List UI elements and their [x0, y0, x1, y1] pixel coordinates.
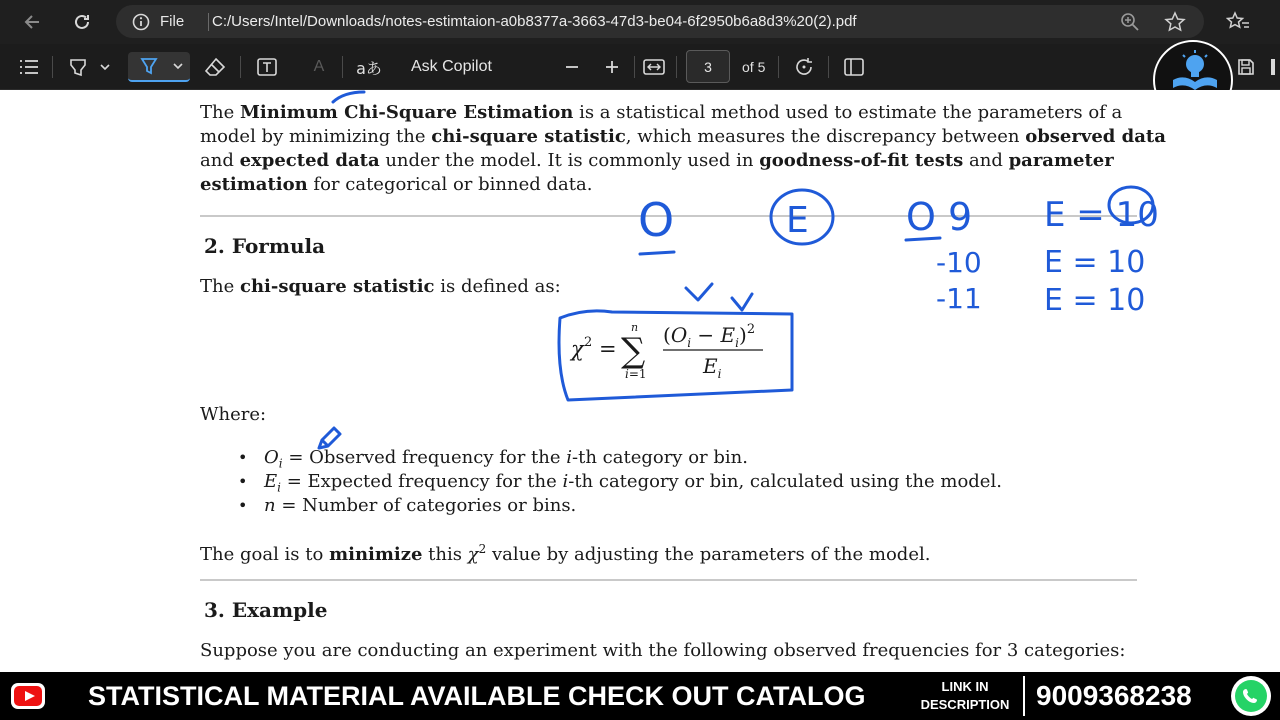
contents-button[interactable] [14, 52, 44, 82]
text-box-icon [256, 56, 278, 78]
ink-minus-11: -11 [936, 282, 982, 315]
link-line-1: LINK IN [941, 679, 989, 694]
where-label: Where: [200, 404, 267, 425]
goal-line [200, 537, 930, 567]
ink-E-equals-10: E = 10 [1044, 195, 1159, 235]
browser-address-bar [0, 0, 1280, 44]
save-button[interactable] [1232, 52, 1260, 82]
url-text[interactable]: C:/Users/Intel/Downloads/notes-estimtaion-a0b8377a-3663-47d3-be04-6f2950b6a8d3%20(2).pdf [212, 13, 857, 30]
draw-pen-icon [134, 55, 184, 77]
svg-text:(Oi − Ei)2: $(O_i - E_i)^2$ [663, 322, 756, 350]
example-line: Suppose you are conducting an experiment with the following observed frequencies for 3 categories: [200, 640, 1126, 661]
more-options-button[interactable] [1266, 52, 1280, 82]
bullet-text: = Number of categories or bins. [275, 495, 577, 516]
bullet-symbol: O [264, 447, 279, 468]
bullet-symbol: E [264, 471, 278, 492]
ink-E-equals-10-row2: E = 10 [1044, 245, 1146, 280]
pdf-page [0, 90, 1280, 672]
ask-copilot-button[interactable]: Ask Copilot [411, 58, 492, 75]
banner-divider [1023, 676, 1025, 716]
toolbar-divider [52, 56, 53, 78]
formula-graphic [565, 312, 785, 387]
toolbar-divider [634, 56, 635, 78]
toolbar-divider [240, 56, 241, 78]
svg-text:=: = [599, 337, 617, 361]
page-view-button[interactable] [840, 52, 868, 82]
text-run: is defined as: [434, 276, 561, 297]
intro-line-2 [200, 125, 1166, 149]
text-run: under the model. It is commonly used in [379, 150, 760, 171]
translate-icon: aあ [356, 58, 382, 78]
intro-line-3 [200, 149, 1114, 173]
intro-line-4 [200, 173, 592, 197]
favorite-star-icon[interactable] [1164, 11, 1186, 33]
bold-text-run: Minimum Chi-Square Estimation [239, 102, 574, 123]
svg-text:n: n [631, 321, 639, 334]
bullet-subscript: i [277, 480, 281, 495]
section-divider [200, 215, 1137, 217]
text-run: for categorical or binned data. [307, 174, 593, 195]
bullet-dot: • [238, 448, 248, 467]
text-run: and [963, 150, 1009, 171]
whatsapp-icon [1231, 676, 1271, 716]
section-2-heading: 2. Formula [204, 234, 326, 258]
text-run: , which measures the discrepancy between [625, 126, 1026, 147]
chi-symbol: χ [467, 544, 479, 565]
bullet-italic: i [566, 447, 573, 468]
refresh-button[interactable] [68, 8, 96, 36]
bullet-symbol: n [264, 495, 276, 516]
section-3-heading: 3. Example [204, 598, 328, 622]
goal-mid: this [422, 544, 468, 565]
bold-text-run: goodness-of-fit tests [759, 150, 964, 171]
rotate-button[interactable] [790, 52, 818, 82]
svg-text:2: 2 [584, 335, 593, 350]
ink-O: O [638, 193, 675, 247]
fit-width-icon [643, 58, 665, 76]
text-run: and [200, 150, 240, 171]
bold-text-run: chi-square statistic [431, 126, 626, 147]
ink-E-equals-10-row3: E = 10 [1044, 283, 1146, 318]
read-aloud-button[interactable] [352, 52, 386, 82]
bold-text-run: estimation [200, 174, 308, 195]
draw-tool[interactable] [128, 52, 190, 82]
bullet-text: = Observed frequency for the [282, 447, 567, 468]
erase-tool[interactable] [200, 52, 230, 82]
bold-text-run: chi-square statistic [239, 276, 435, 297]
svg-text:Ei: $E_i$ [703, 354, 722, 381]
goal-bold: minimize [329, 544, 423, 565]
page-number-input[interactable]: 3 [686, 50, 730, 83]
url-separator [208, 13, 209, 31]
toolbar-divider [828, 56, 829, 78]
banner-text: STATISTICAL MATERIAL AVAILABLE CHECK OUT CATALOG [88, 681, 866, 711]
minus-icon [564, 59, 580, 75]
chi-square-formula [565, 312, 785, 387]
plus-icon [604, 59, 620, 75]
bullet-subscript: i [278, 456, 283, 471]
text-format-icon: A [313, 58, 325, 75]
file-label: File [160, 13, 185, 30]
ink-minus-10: -10 [936, 246, 982, 279]
link-line-2: DESCRIPTION [920, 697, 1010, 712]
bullet-text: = Expected frequency for the [280, 471, 563, 492]
lightbulb-book-icon [1169, 50, 1221, 92]
svg-text:∑: ∑ [621, 331, 646, 371]
zoom-in-button[interactable] [598, 52, 626, 82]
bold-text-run: expected data [239, 150, 380, 171]
link-in-description [915, 678, 1015, 714]
toolbar-divider [342, 56, 343, 78]
text-run: model by minimizing the [200, 126, 432, 147]
rotate-icon [793, 56, 815, 78]
highlighter-icon [67, 56, 111, 78]
text-run: The [200, 102, 240, 123]
fit-page-button[interactable] [640, 52, 668, 82]
promo-banner [0, 672, 1280, 720]
text-format-button[interactable] [304, 52, 334, 82]
bullet-number [238, 494, 576, 518]
toolbar-divider [676, 56, 677, 78]
save-icon [1236, 57, 1256, 77]
refresh-icon [72, 12, 92, 32]
youtube-icon [11, 683, 45, 709]
text-run: The [200, 276, 240, 297]
eraser-icon [204, 56, 226, 78]
phone-handset-icon [1235, 680, 1267, 712]
goal-pre: The goal is to [200, 544, 330, 565]
toolbar-divider [778, 56, 779, 78]
bullet-rest: -th category or bin. [572, 447, 748, 468]
section-divider [200, 579, 1137, 581]
url-bar[interactable] [116, 5, 1204, 38]
ink-O9: O 9 [906, 195, 973, 239]
zoom-icon[interactable] [1120, 12, 1140, 32]
svg-text:χ: χ [571, 337, 584, 361]
intro-line-1 [200, 101, 1122, 125]
highlight-tool[interactable] [62, 52, 116, 82]
back-arrow-icon [22, 12, 42, 32]
favorites-icon[interactable] [1226, 11, 1250, 33]
more-icon [1268, 57, 1278, 77]
phone-number: 9009368238 [1036, 680, 1192, 711]
zoom-out-button[interactable] [558, 52, 586, 82]
bullet-rest: -th category or bin, calculated using the model. [568, 471, 1002, 492]
formula-intro [200, 275, 561, 299]
table-of-contents-icon [19, 58, 39, 76]
bold-text-run: parameter [1008, 150, 1114, 171]
bullet-dot: • [238, 472, 248, 491]
add-text-button[interactable] [252, 52, 282, 82]
page-view-icon [843, 57, 865, 77]
chi-exponent: 2 [478, 542, 487, 556]
info-icon [132, 13, 150, 31]
text-run: is a statistical method used to estimate the parameters of a [573, 102, 1123, 123]
ink-E: E [786, 200, 809, 241]
bullet-dot: • [238, 496, 248, 515]
back-button[interactable] [18, 8, 46, 36]
pdf-toolbar [0, 44, 1280, 90]
page-count: of 5 [742, 59, 766, 75]
bullet-italic: i [562, 471, 569, 492]
svg-text:i=1: i=1 [625, 367, 647, 381]
goal-post: value by adjusting the parameters of the model. [486, 544, 931, 565]
bold-text-run: observed data [1025, 126, 1166, 147]
